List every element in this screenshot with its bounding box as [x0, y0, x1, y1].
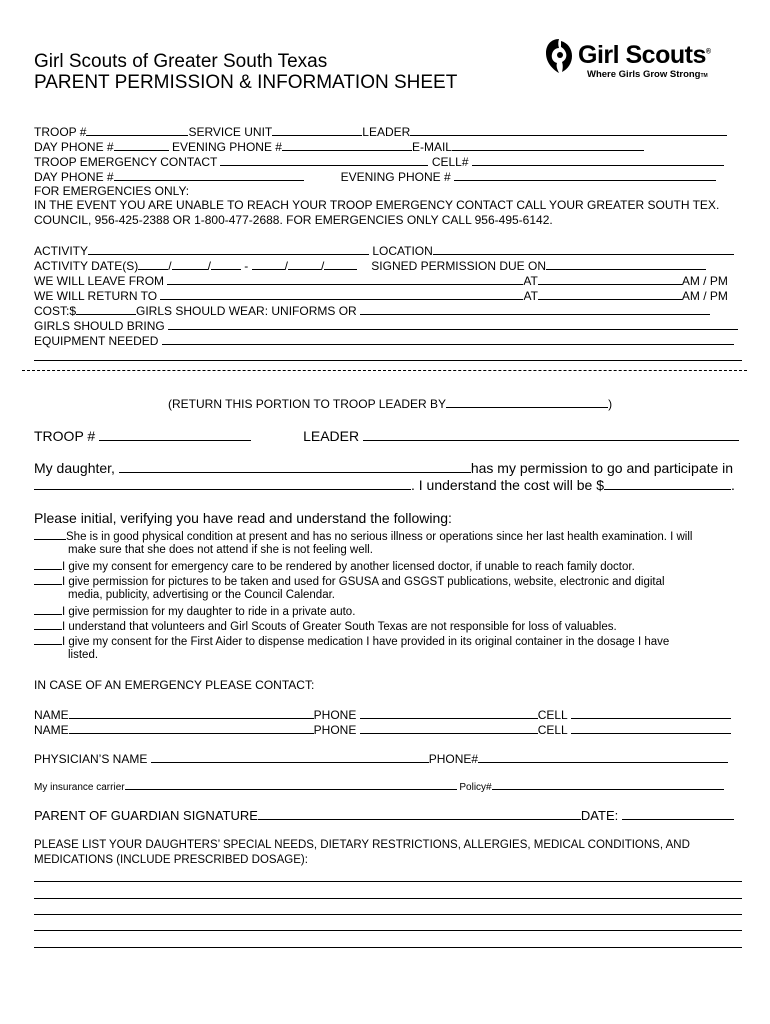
initial-item-4: I give permission for my daughter to ride in a private auto.	[34, 603, 355, 619]
emergency-notice-1: IN THE EVENT YOU ARE UNABLE TO REACH YOUR TROOP EMERGENCY CONTACT CALL YOUR GREATER SOUTH TEX.	[34, 198, 720, 212]
row-day-phone: DAY PHONE # EVENING PHONE # E-MAIL	[34, 139, 644, 155]
row-contact-2: NAME PHONE CELL	[34, 722, 731, 738]
trefoil-profile-icon	[543, 38, 575, 74]
initial-item-3-cont: media, publicity, advertising or the Council Calendar.	[68, 589, 335, 601]
row-return-to: WE WILL RETURN TO AT AM / PM	[34, 289, 728, 303]
cut-line	[22, 370, 747, 371]
emergency-notice-2: COUNCIL, 956-425-2388 OR 1-800-477-2688. FOR EMERGENCIES ONLY CALL 956-495-6142.	[34, 213, 553, 227]
row-equipment: EQUIPMENT NEEDED	[34, 333, 734, 349]
row-troop-bottom: TROOP # LEADER	[34, 427, 739, 445]
row-insurance: My insurance carrier Policy#	[34, 780, 724, 794]
initial-item-5: I understand that volunteers and Girl Scouts of Greater South Texas are not responsible for loss of valuables.	[34, 618, 617, 634]
row-daughter: My daughter, has my permission to go and participate in	[34, 460, 734, 476]
row-emergency-contact: TROOP EMERGENCY CONTACT CELL#	[34, 154, 724, 170]
special-needs-2: MEDICATIONS (INCLUDE PRESCRIBED DOSAGE):	[34, 854, 308, 866]
row-cost-bottom: . I understand the cost will be $ .	[34, 476, 735, 494]
needs-line-4	[34, 930, 742, 931]
row-leave-from: WE WILL LEAVE FROM AT AM / PM	[34, 274, 728, 288]
initial-heading: Please initial, verifying you have read and understand the following:	[34, 510, 452, 526]
row-contact-1: NAME PHONE CELL	[34, 707, 731, 723]
initial-item-2: I give my consent for emergency care to be rendered by another licensed doctor, if unable to reach family doctor.	[34, 558, 635, 574]
row-physician: PHYSICIAN’S NAME PHONE#	[34, 751, 728, 767]
form-title: PARENT PERMISSION & INFORMATION SHEET	[34, 72, 458, 93]
initial-item-3: I give permission for pictures to be taken and used for GSUSA and GSGST publications, website, electronic and digital	[34, 573, 665, 589]
org-name: Girl Scouts of Greater South Texas	[34, 51, 328, 72]
logo-wordmark: Girl Scouts®	[578, 41, 711, 69]
row-activity-dates: ACTIVITY DATE(S) / / - / / SIGNED PERMISSION DUE ON	[34, 258, 706, 274]
row-activity: ACTIVITY LOCATION	[34, 243, 734, 259]
needs-line-5	[34, 947, 742, 948]
emergencies-only: FOR EMERGENCIES ONLY:	[34, 184, 190, 198]
row-day-phone-2: DAY PHONE # EVENING PHONE #	[34, 169, 716, 185]
needs-line-2	[34, 898, 742, 899]
equipment-extra-line	[34, 360, 742, 361]
row-signature: PARENT OF GUARDIAN SIGNATURE DATE:	[34, 807, 734, 824]
needs-line-3	[34, 914, 742, 915]
logo-tagline: Where Girls Grow StrongTM	[587, 69, 708, 80]
initial-item-6-cont: listed.	[68, 649, 99, 661]
row-troop: TROOP # SERVICE UNIT LEADER	[34, 124, 727, 140]
row-bring: GIRLS SHOULD BRING	[34, 318, 738, 334]
initial-item-6: I give my consent for the First Aider to dispense medication I have provided in its original container in the dosage I have	[34, 633, 669, 649]
special-needs-1: PLEASE LIST YOUR DAUGHTERS’ SPECIAL NEEDS, DIETARY RESTRICTIONS, ALLERGIES, MEDICAL CONDITIONS, AND	[34, 839, 690, 851]
emergency-contact-heading: IN CASE OF AN EMERGENCY PLEASE CONTACT:	[34, 678, 315, 692]
row-cost: COST:$ GIRLS SHOULD WEAR: UNIFORMS OR	[34, 303, 710, 319]
needs-line-1	[34, 881, 742, 882]
initial-item-1-cont: make sure that she does not attend if she is not feeling well.	[68, 544, 373, 556]
return-portion: (RETURN THIS PORTION TO TROOP LEADER BY )	[168, 397, 613, 411]
initial-item-1: She is in good physical condition at present and has no serious illness or operations since her last health examination. I will	[34, 528, 692, 544]
